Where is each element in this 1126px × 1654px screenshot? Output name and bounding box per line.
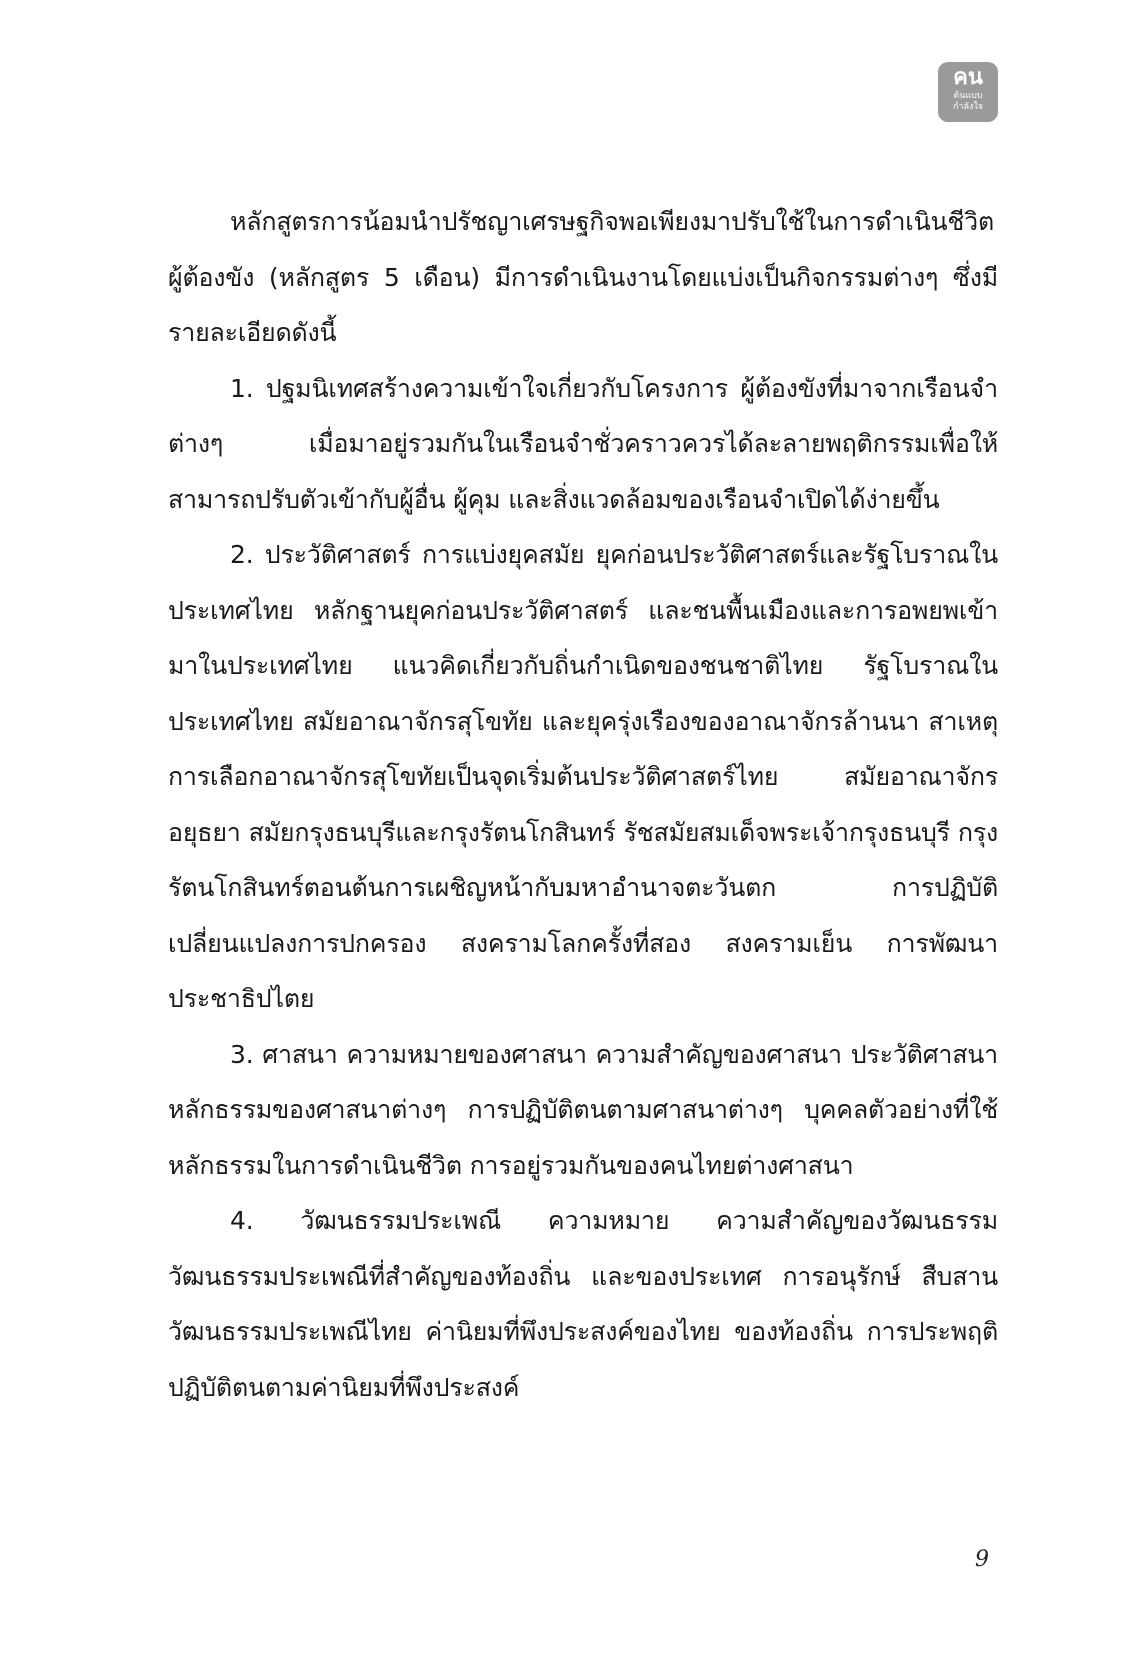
- paragraph-item-1-orientation: 1. ปฐมนิเทศสร้างความเข้าใจเกี่ยวกับโครงการ ผู้ต้องขังที่มาจากเรือนจำต่างๆ เมื่อมาอยู่รวมกันในเรือนจำชั่วคราวควรได้ละลายพฤติกรรมเพื่อให้สามารถปรับตัวเข้ากับผู้อื่น ผู้คุม และสิ่งแวดล้อมของเรือนจำเปิดได้ง่ายขึ้น: [168, 373, 998, 514]
- book-logo: [938, 62, 998, 122]
- page-number: 9: [975, 1547, 989, 1572]
- logo-sub-text-1: ต้นแบบ: [953, 91, 983, 101]
- logo-sub-text-2: กำลังใจ: [952, 102, 984, 112]
- paragraph-intro: หลักสูตรการน้อมนำปรัชญาเศรษฐกิจพอเพียงมาปรับใช้ในการดำเนินชีวิตผู้ต้องขัง (หลักสูตร 5 เดือน) มีการดำเนินงานโดยแบ่งเป็นกิจกรรมต่างๆ ซึ่งมีรายละเอียดดังนี้: [168, 207, 998, 347]
- logo-main-text: คน: [953, 65, 983, 90]
- paragraph-item-3-religion: 3. ศาสนา ความหมายของศาสนา ความสำคัญของศาสนา ประวัติศาสนา หลักธรรมของศาสนาต่างๆ การปฏิบัติตนตามศาสนาต่างๆ บุคคลตัวอย่างที่ใช้หลักธรรมในการดำเนินชีวิต การอยู่รวมกันของคนไทยต่างศาสนา: [168, 1039, 998, 1180]
- page-body: [168, 194, 998, 1415]
- paragraph-item-2-history: 2. ประวัติศาสตร์ การแบ่งยุคสมัย ยุคก่อนประวัติศาสตร์และรัฐโบราณในประเทศไทย หลักฐานยุคก่อนประวัติศาสตร์ และชนพื้นเมืองและการอพยพเข้ามาในประเทศไทย แนวคิดเกี่ยวกับถิ่นกำเนิดของชนชาติไทย รัฐโบราณในประเทศไทย สมัยอาณาจักรสุโขทัย และยุครุ่งเรืองของอาณาจักรล้านนา สาเหตุการเลือกอาณาจักรสุโขทัยเป็นจุดเริ่มต้นประวัติศาสตร์ไทย สมัยอาณาจักรอยุธยา สมัยกรุงธนบุรีและกรุงรัตนโกสินทร์ รัชสมัยสมเด็จพระเจ้ากรุงธนบุรี กรุงรัตนโกสินทร์ตอนต้นการเผชิญหน้ากับมหาอำนาจตะวันตก การปฏิบัติเปลี่ยนแปลงการปกครอง สงครามโลกครั้งที่สอง สงครามเย็น การพัฒนาประชาธิปไตย: [168, 540, 998, 1013]
- paragraph-item-4-culture: 4. วัฒนธรรมประเพณี ความหมาย ความสำคัญของวัฒนธรรม วัฒนธรรมประเพณีที่สำคัญของท้องถิ่น และของประเทศ การอนุรักษ์ สืบสานวัฒนธรรมประเพณีไทย ค่านิยมที่พึงประสงค์ของไทย ของท้องถิ่น การประพฤติปฏิบัติตนตามค่านิยมที่พึงประสงค์: [168, 1206, 998, 1402]
